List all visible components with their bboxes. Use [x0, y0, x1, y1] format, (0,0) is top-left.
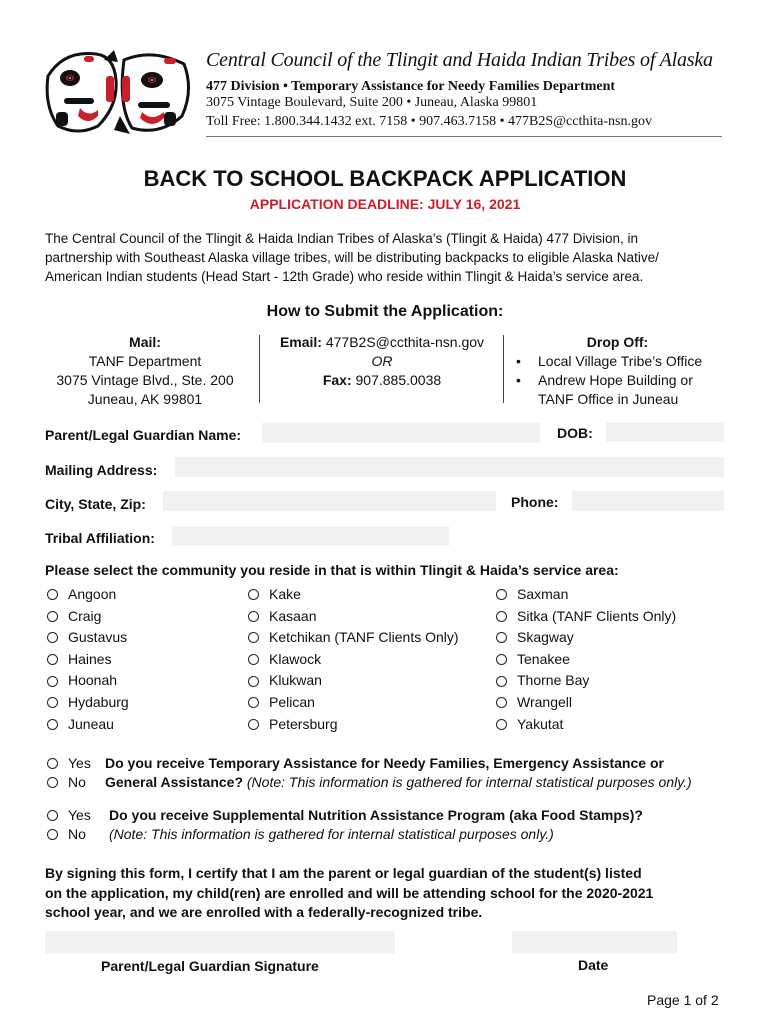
option-label: Angoon [68, 586, 117, 602]
community-option[interactable] [496, 670, 676, 692]
snap-question [109, 806, 643, 844]
community-column-3 [496, 584, 676, 735]
tanf-question-line: Do you receive Temporary Assistance for Needy Families, Emergency Assistance or [105, 755, 664, 771]
guardian-name-field[interactable] [262, 423, 540, 443]
option-label: Wrangell [517, 693, 572, 710]
community-option[interactable] [496, 714, 676, 736]
community-option[interactable] [248, 670, 459, 692]
application-deadline: APPLICATION DEADLINE: JULY 16, 2021 [249, 196, 521, 212]
dropoff-item-continuation: TANF Office in Juneau [538, 391, 679, 407]
option-label: Hoonah [68, 672, 118, 689]
radio-icon[interactable] [248, 719, 259, 730]
column-divider [259, 335, 260, 403]
community-option[interactable] [496, 692, 676, 714]
community-option[interactable] [47, 584, 129, 606]
tribal-affiliation-label: Tribal Affiliation: [45, 530, 155, 546]
option-label: Klukwan [269, 672, 322, 689]
intro-paragraph [45, 229, 735, 286]
form-title: BACK TO SCHOOL BACKPACK APPLICATION [143, 166, 627, 191]
department-line: 477 Division • Temporary Assistance for Needy Families Department [206, 79, 616, 94]
community-option[interactable] [248, 627, 459, 649]
radio-icon[interactable] [47, 632, 58, 643]
certify-line: on the application, my child(ren) are enrolled and will be attending school for the 2020-2021 [45, 884, 654, 901]
community-option[interactable] [248, 714, 459, 736]
community-option[interactable] [47, 649, 129, 671]
community-option[interactable] [47, 714, 129, 736]
community-option[interactable] [248, 692, 459, 714]
dropoff-item: • Andrew Hope Building or [510, 371, 725, 390]
option-label: Kasaan [269, 607, 317, 624]
certification-statement [45, 864, 735, 923]
how-to-submit-heading: How to Submit the Application: [266, 303, 504, 320]
intro-line: partnership with Southeast Alaska village tribes, will be distributing backpacks to eligible Alaska Native/ [45, 250, 659, 265]
option-label: Petersburg [269, 715, 338, 732]
radio-icon[interactable] [47, 758, 58, 769]
tanf-question-options [47, 754, 91, 792]
option-label: Yes [68, 755, 91, 771]
tanf-yes-option[interactable] [47, 754, 91, 773]
signature-field[interactable] [45, 931, 395, 953]
contact-line: Toll Free: 1.800.344.1432 ext. 7158 • 907.463.7158 • 477B2S@ccthita-nsn.gov [206, 114, 652, 129]
radio-icon[interactable] [248, 611, 259, 622]
option-label: Hydaburg [68, 693, 129, 710]
radio-icon[interactable] [47, 719, 58, 730]
tribal-formline-art-logo [44, 46, 194, 138]
community-option[interactable] [248, 649, 459, 671]
signature-label: Parent/Legal Guardian Signature [101, 958, 319, 974]
dropoff-label: Drop Off: [586, 334, 649, 350]
radio-icon[interactable] [248, 676, 259, 687]
city-state-zip-label: City, State, Zip: [45, 496, 146, 512]
certify-line: By signing this form, I certify that I am the parent or legal guardian of the student(s) listed [45, 865, 642, 881]
mail-line: 3075 Vintage Blvd., Ste. 200 [56, 372, 234, 388]
option-label: Gustavus [68, 629, 128, 646]
mail-column [45, 333, 245, 409]
certify-line: school year, and we are enrolled with a federally-recognized tribe. [45, 904, 483, 920]
guardian-name-label: Parent/Legal Guardian Name: [45, 427, 242, 443]
address-line: 3075 Vintage Boulevard, Suite 200 • Juneau, Alaska 99801 [206, 95, 538, 110]
radio-icon[interactable] [47, 777, 58, 788]
community-column-1 [47, 584, 129, 735]
snap-question-line: Do you receive Supplemental Nutrition Assistance Program (aka Food Stamps)? [109, 807, 643, 823]
column-divider [503, 335, 504, 403]
mailing-address-field[interactable] [175, 457, 724, 477]
radio-icon[interactable] [496, 697, 507, 708]
fax-number: 907.885.0038 [351, 372, 442, 388]
email-label: Email: [279, 334, 322, 350]
community-column-2 [248, 584, 459, 735]
option-label: Pelican [269, 693, 315, 710]
option-label: Tenakee [517, 650, 570, 667]
option-label: Yes [68, 807, 91, 823]
community-option[interactable] [496, 606, 676, 628]
radio-icon[interactable] [248, 654, 259, 665]
option-label: Skagway [517, 629, 574, 646]
radio-icon[interactable] [47, 829, 58, 840]
mailing-address-label: Mailing Address: [45, 462, 158, 478]
option-label: No [68, 774, 86, 790]
radio-icon[interactable] [47, 810, 58, 821]
radio-icon[interactable] [496, 589, 507, 600]
mail-label: Mail: [129, 334, 161, 350]
option-label: Kake [269, 586, 301, 602]
option-label: Thorne Bay [517, 672, 590, 689]
snap-question-options [47, 806, 91, 844]
community-option[interactable] [248, 606, 459, 628]
radio-icon[interactable] [496, 654, 507, 665]
snap-no-option[interactable] [47, 825, 91, 844]
option-label: Craig [68, 607, 102, 624]
radio-icon[interactable] [47, 611, 58, 622]
community-option[interactable] [496, 649, 676, 671]
header-divider [206, 136, 722, 137]
email-fax-column [262, 333, 502, 390]
tanf-no-option[interactable] [47, 773, 91, 792]
email-address[interactable]: 477B2S@ccthita-nsn.gov [321, 334, 485, 350]
dropoff-item: • Local Village Tribe’s Office [510, 352, 725, 371]
tanf-question [105, 754, 692, 792]
option-label: Yakutat [517, 715, 564, 732]
city-state-zip-field[interactable] [163, 491, 496, 511]
community-option[interactable] [47, 670, 129, 692]
snap-yes-option[interactable] [47, 806, 91, 825]
snap-note: (Note: This information is gathered for internal statistical purposes only.) [109, 826, 554, 842]
dob-label: DOB: [557, 425, 593, 441]
mail-line: TANF Department [88, 353, 202, 369]
dob-field[interactable] [606, 422, 724, 442]
option-label: Saxman [517, 586, 569, 602]
tanf-question-line: General Assistance? [105, 774, 243, 790]
radio-icon[interactable] [496, 676, 507, 687]
fax-label: Fax: [322, 372, 352, 388]
radio-icon[interactable] [47, 654, 58, 665]
phone-label: Phone: [511, 494, 559, 510]
radio-icon[interactable] [47, 589, 58, 600]
phone-field[interactable] [572, 491, 724, 511]
dropoff-column [510, 333, 725, 409]
radio-icon[interactable] [47, 676, 58, 687]
radio-icon[interactable] [496, 611, 507, 622]
community-question: Please select the community you reside in that is within Tlingit & Haida’s service area: [45, 562, 619, 578]
date-field[interactable] [512, 931, 677, 953]
org-name: Central Council of the Tlingit and Haida Indian Tribes of Alaska [206, 49, 713, 71]
community-option[interactable] [47, 606, 129, 628]
radio-icon[interactable] [248, 589, 259, 600]
option-label: Juneau [68, 715, 114, 732]
radio-icon[interactable] [496, 632, 507, 643]
option-label: Haines [68, 650, 112, 667]
mail-line: Juneau, AK 99801 [87, 391, 203, 407]
radio-icon[interactable] [496, 719, 507, 730]
option-label: Sitka (TANF Clients Only) [517, 607, 677, 624]
radio-icon[interactable] [47, 697, 58, 708]
radio-icon[interactable] [248, 632, 259, 643]
community-option[interactable] [496, 584, 676, 606]
community-option[interactable] [248, 584, 459, 606]
tribal-affiliation-field[interactable] [172, 526, 449, 546]
option-label: Klawock [269, 650, 322, 667]
option-label: No [68, 826, 86, 842]
date-label: Date [578, 957, 609, 973]
or-text: OR [371, 353, 393, 369]
intro-line: American Indian students (Head Start - 12th Grade) who reside within Tlingit & Haida’s service area. [45, 269, 644, 284]
radio-icon[interactable] [248, 697, 259, 708]
tanf-note: (Note: This information is gathered for internal statistical purposes only.) [243, 774, 692, 790]
community-option[interactable] [47, 627, 129, 649]
option-label: Ketchikan (TANF Clients Only) [269, 629, 459, 646]
community-option[interactable] [47, 692, 129, 714]
intro-line: The Central Council of the Tlingit & Haida Indian Tribes of Alaska’s (Tlingit & Haida) 477 Division, in [45, 231, 639, 246]
page-number: Page 1 of 2 [647, 992, 719, 1008]
community-option[interactable] [496, 627, 676, 649]
